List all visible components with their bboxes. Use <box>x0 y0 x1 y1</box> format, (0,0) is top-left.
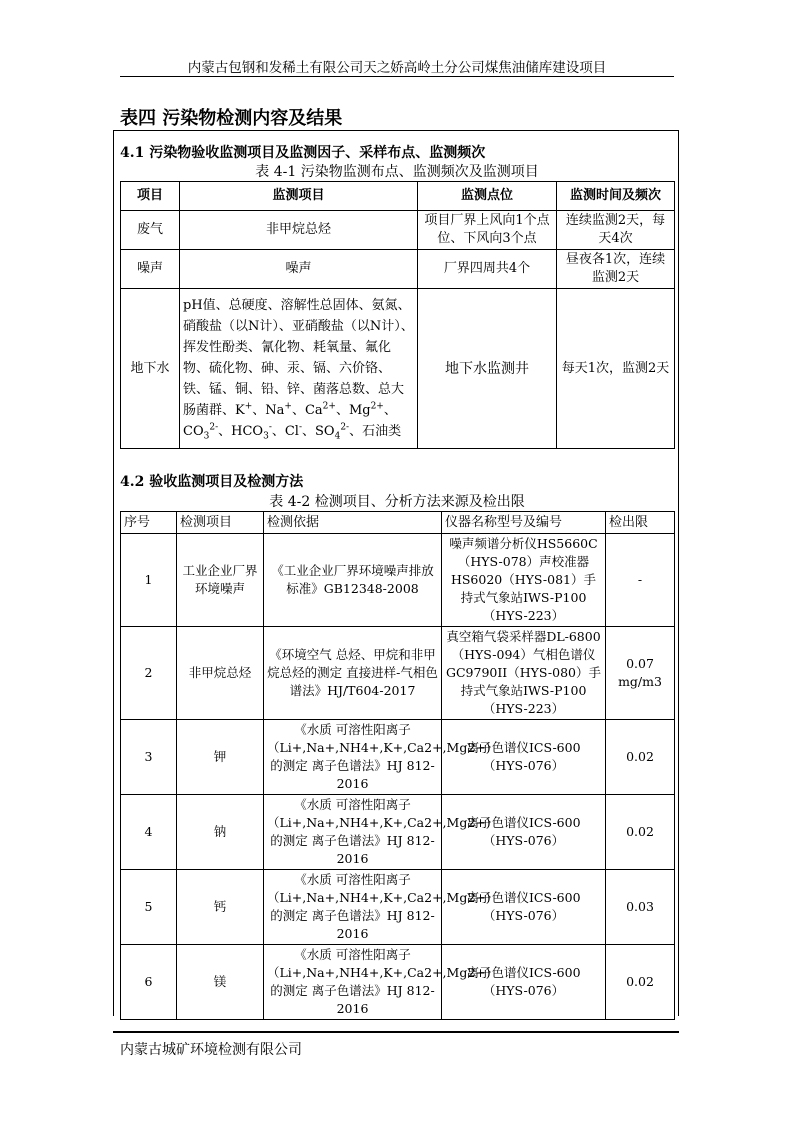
cell-item: 工业企业厂界环境噪声 <box>177 534 264 627</box>
header-divider <box>120 76 674 77</box>
cell-basis: 《工业企业厂界环境噪声排放标准》GB12348-2008 <box>264 534 442 627</box>
subsection-title-4-2: 4.2 验收监测项目及检测方法 <box>120 474 304 490</box>
section-title: 表四 污染物检测内容及结果 <box>120 108 343 129</box>
cell-item: 钙 <box>177 870 264 945</box>
detection-methods-table <box>120 511 675 1020</box>
cell-item: 镁 <box>177 945 264 1020</box>
cell-basis: 《水质 可溶性阳离子（Li+,Na+,NH4+,K+,Ca2+,Mg2+)的测定 离子色谱法》HJ 812-2016 <box>264 720 442 795</box>
table-header-row <box>121 512 675 534</box>
cell-item: 钠 <box>177 795 264 870</box>
table-row <box>121 211 675 250</box>
col-header-frequency: 监测时间及频次 <box>557 182 675 211</box>
cell-limit: - <box>606 534 675 627</box>
cell-point: 厂界四周共4个 <box>418 250 557 289</box>
monitoring-points-table <box>120 181 675 449</box>
cell-item: 噪声 <box>121 250 180 289</box>
table-row <box>121 627 675 720</box>
cell-frequency: 昼夜各1次，连续监测2天 <box>557 250 675 289</box>
table-row <box>121 289 675 449</box>
cell-no: 2 <box>121 627 177 720</box>
table-row <box>121 870 675 945</box>
cell-basis: 《水质 可溶性阳离子（Li+,Na+,NH4+,K+,Ca2+,Mg2+)的测定 离子色谱法》HJ 812-2016 <box>264 870 442 945</box>
col-header-item: 检测项目 <box>177 512 264 534</box>
col-header-item: 项目 <box>121 182 180 211</box>
col-header-limit: 检出限 <box>606 512 675 534</box>
subsection-title-4-1: 4.1 污染物验收监测项目及监测因子、采样布点、监测频次 <box>120 145 486 161</box>
header-title: 内蒙古包钢和发稀土有限公司天之娇高岭土分公司煤焦油储库建设项目 <box>187 60 607 76</box>
table-row <box>121 720 675 795</box>
cell-limit: 0.02 <box>606 945 675 1020</box>
cell-basis: 《水质 可溶性阳离子（Li+,Na+,NH4+,K+,Ca2+,Mg2+)的测定 离子色谱法》HJ 812-2016 <box>264 945 442 1020</box>
cell-limit: 0.03 <box>606 870 675 945</box>
col-header-basis: 检测依据 <box>264 512 442 534</box>
cell-limit: 0.07 mg/m3 <box>606 627 675 720</box>
cell-instrument: 离子色谱仪ICS-600（HYS-076） <box>442 795 606 870</box>
cell-instrument: 噪声频谱分析仪HS5660C（HYS-078）声校准器HS6020（HYS-081）手持式气象站IWS-P100（HYS-223） <box>442 534 606 627</box>
col-header-instrument: 仪器名称型号及编号 <box>442 512 606 534</box>
cell-no: 5 <box>121 870 177 945</box>
col-header-point: 监测点位 <box>418 182 557 211</box>
cell-factor: 噪声 <box>180 250 418 289</box>
cell-item: 废气 <box>121 211 180 250</box>
cell-frequency: 每天1次，监测2天 <box>557 289 675 449</box>
table-row <box>121 250 675 289</box>
cell-instrument: 离子色谱仪ICS-600（HYS-076） <box>442 945 606 1020</box>
footer-company: 内蒙古城矿环境检测有限公司 <box>120 1042 302 1058</box>
cell-item: 地下水 <box>121 289 180 449</box>
cell-factor: 非甲烷总烃 <box>180 211 418 250</box>
table-row <box>121 795 675 870</box>
cell-limit: 0.02 <box>606 720 675 795</box>
cell-item: 钾 <box>177 720 264 795</box>
col-header-factor: 监测项目 <box>180 182 418 211</box>
footer-divider <box>113 1031 679 1033</box>
table-4-2-caption: 表 4-2 检测项目、分析方法来源及检出限 <box>269 494 525 510</box>
table-header-row <box>121 182 675 211</box>
cell-point: 地下水监测井 <box>418 289 557 449</box>
cell-basis: 《水质 可溶性阳离子（Li+,Na+,NH4+,K+,Ca2+,Mg2+)的测定 离子色谱法》HJ 812-2016 <box>264 795 442 870</box>
cell-instrument: 离子色谱仪ICS-600（HYS-076） <box>442 870 606 945</box>
cell-no: 3 <box>121 720 177 795</box>
table-row <box>121 534 675 627</box>
cell-no: 1 <box>121 534 177 627</box>
cell-factor-list: pH值、总硬度、溶解性总固体、氨氮、硝酸盐（以N计）、亚硝酸盐（以N计）、挥发性酚类、氰化物、耗氧量、氟化物、硫化物、砷、汞、镉、六价铬、铁、锰、铜、铅、锌、菌落总数、总大肠菌群、K+、Na+、$Ca^{2+}$、$Mg^{2+}$、$CO_3^{2-}$、$HCO_3^-$、Cl-、$SO_4^{2-}$、石油类 <box>180 289 418 449</box>
cell-limit: 0.02 <box>606 795 675 870</box>
cell-no: 6 <box>121 945 177 1020</box>
cell-instrument: 离子色谱仪ICS-600（HYS-076） <box>442 720 606 795</box>
table-4-1-caption: 表 4-1 污染物监测布点、监测频次及监测项目 <box>255 164 539 180</box>
col-header-no: 序号 <box>121 512 177 534</box>
cell-instrument: 真空箱气袋采样器DL-6800（HYS-094）气相色谱仪GC9790II（HYS-080）手持式气象站IWS-P100（HYS-223） <box>442 627 606 720</box>
table-row <box>121 945 675 1020</box>
cell-basis: 《环境空气 总烃、甲烷和非甲烷总烃的测定 直接进样-气相色谱法》HJ/T604-2017 <box>264 627 442 720</box>
cell-no: 4 <box>121 795 177 870</box>
cell-frequency: 连续监测2天，每天4次 <box>557 211 675 250</box>
cell-item: 非甲烷总烃 <box>177 627 264 720</box>
cell-point: 项目厂界上风向1个点位、下风向3个点 <box>418 211 557 250</box>
